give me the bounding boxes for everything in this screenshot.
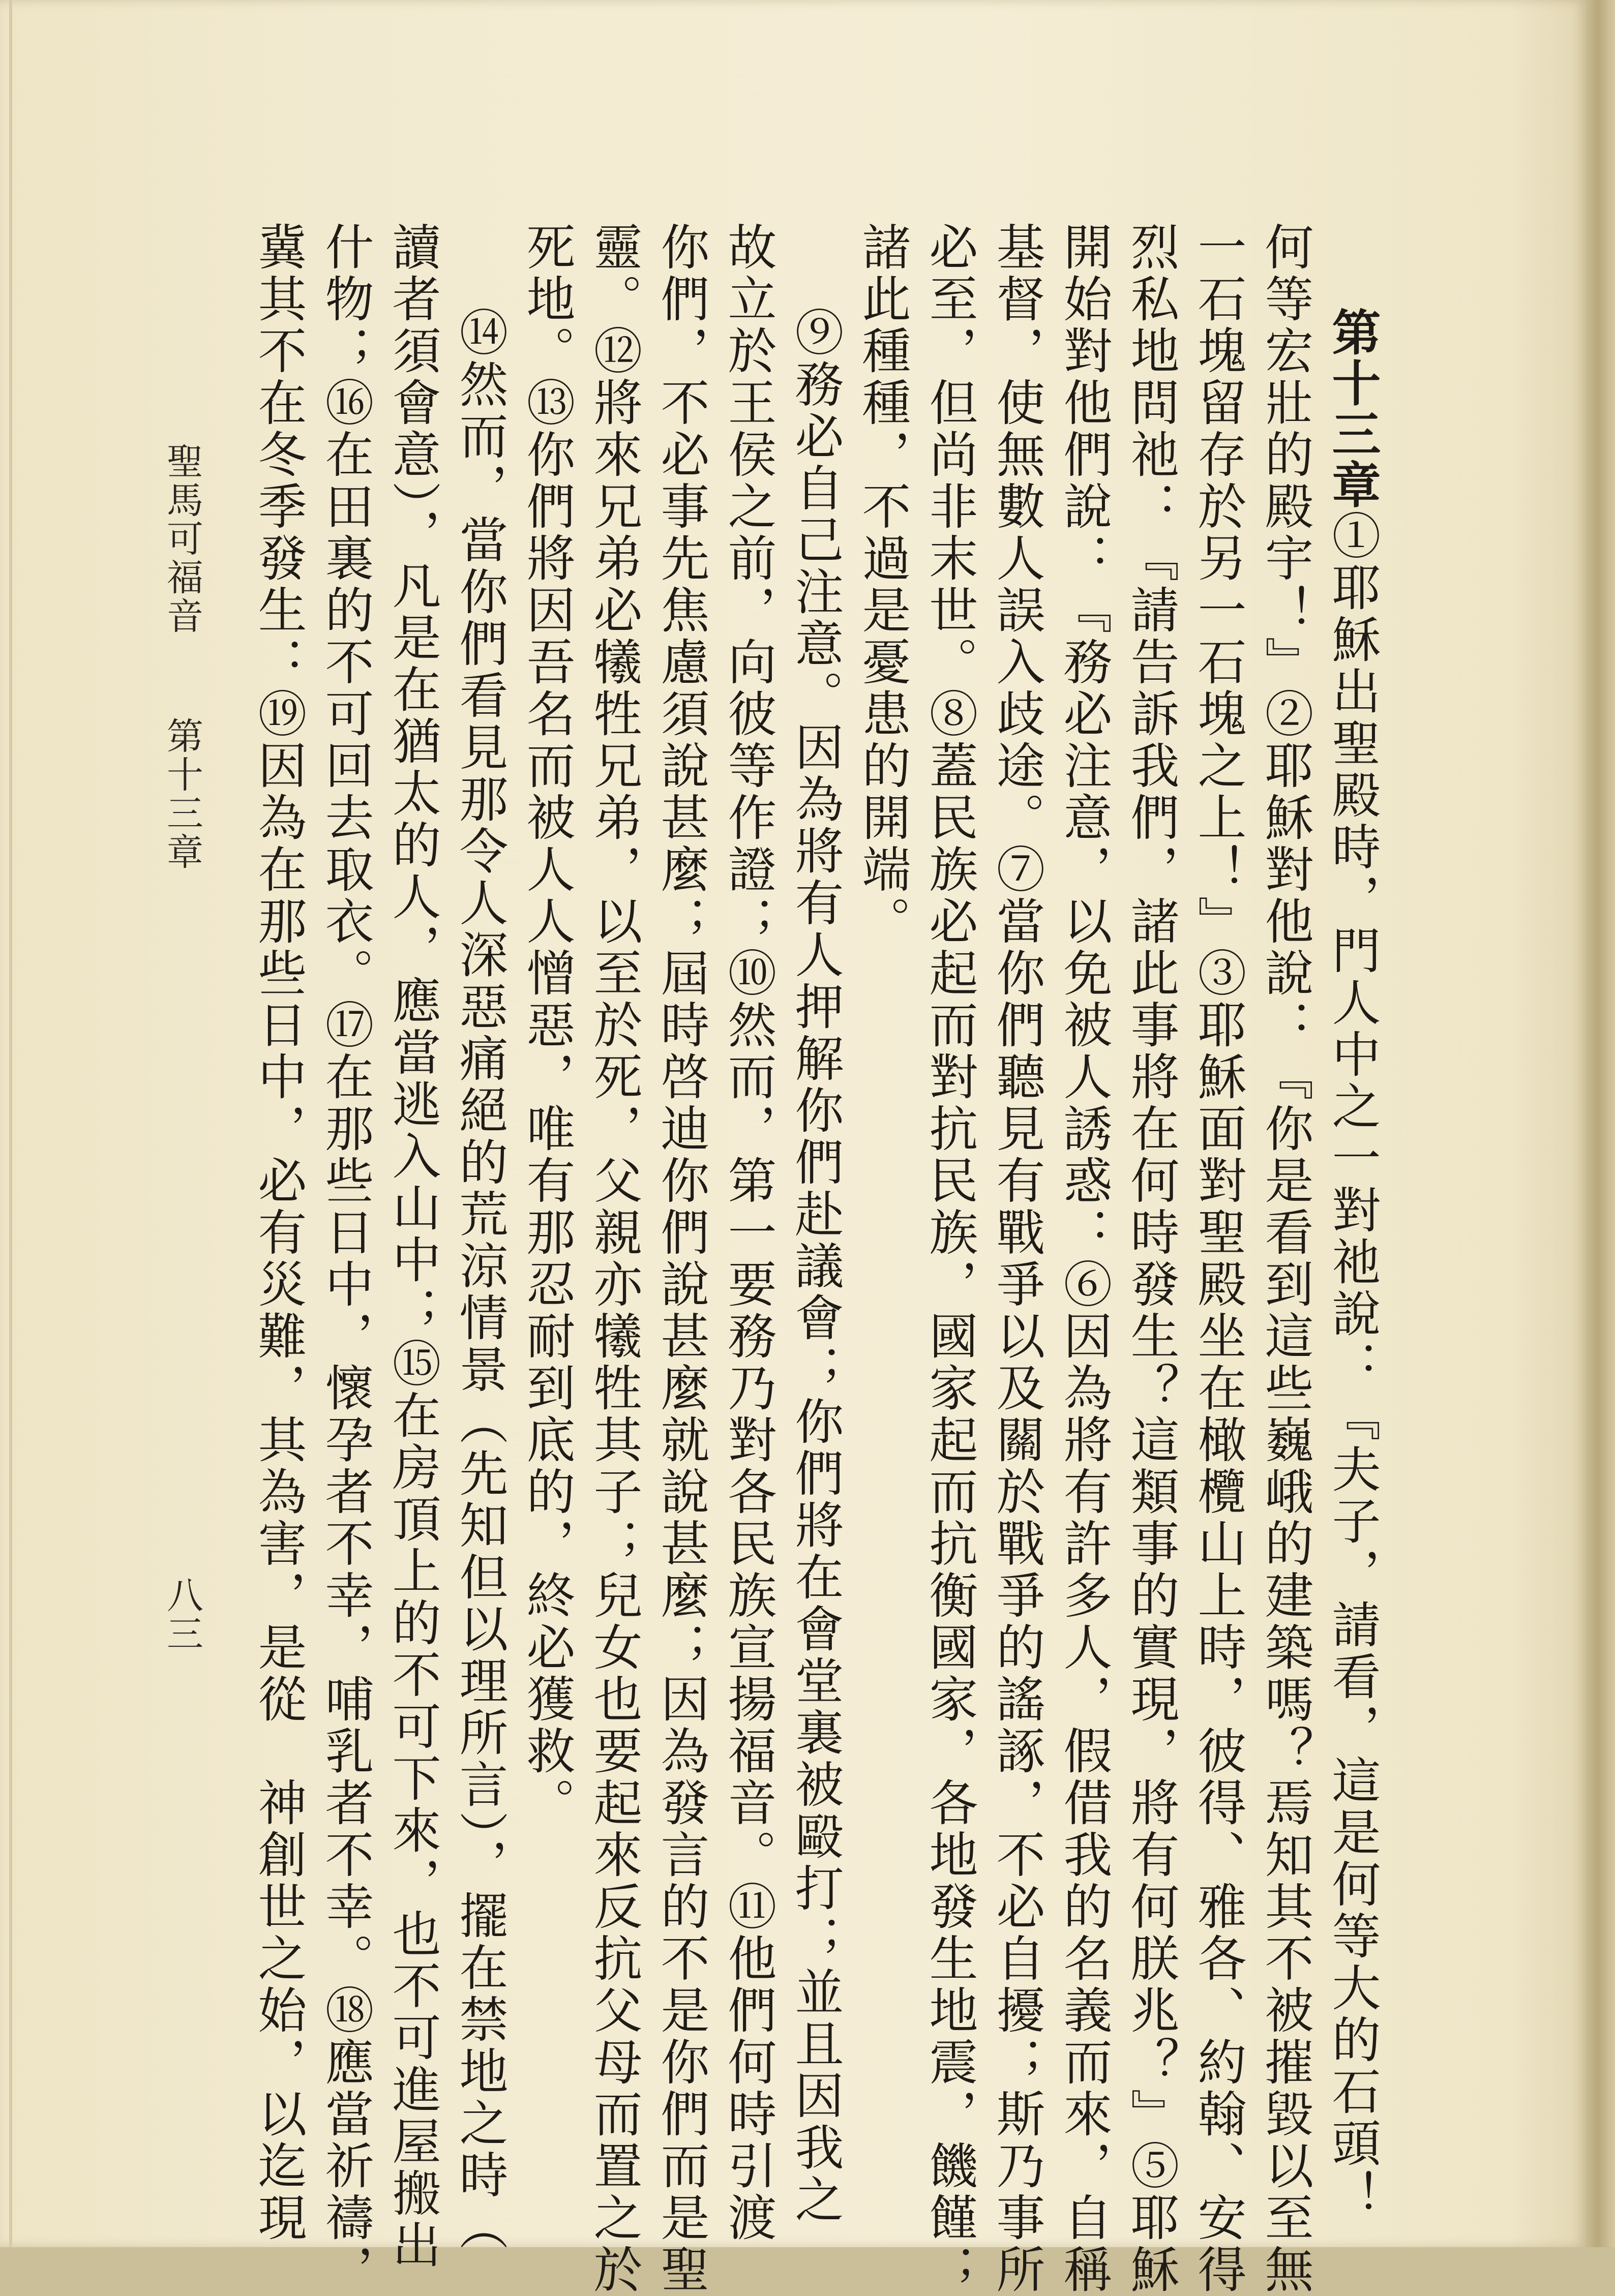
page-number: 八三 bbox=[161, 1576, 203, 1653]
footer-chapter: 第十三章 bbox=[161, 717, 203, 871]
text-column-8: 諸此種種，不過是憂患的開端。 bbox=[854, 222, 911, 948]
text-column-5: 開始對他們說：『務必注意，以免被人誘惑：⑥因為將有許多人，假借我的名義而來，自稱 bbox=[1056, 222, 1113, 2296]
text-column-10: 故立於王侯之前，向彼等作證；⑩然而，第一要務乃對各民族宣揚福音。⑪他們何時引渡 bbox=[720, 222, 777, 2244]
gutter-line bbox=[9, 0, 12, 2247]
text-column-6: 基督，使無數人誤入歧途。⑦當你們聽見有戰爭以及關於戰爭的謠諑，不必自擾；斯乃事所 bbox=[989, 222, 1045, 2296]
chapter-heading: 第十三章 bbox=[1324, 307, 1382, 510]
text-column-3: 一石塊留存於另一石塊之上！』③耶穌面對聖殿坐在橄欖山上時，彼得、雅各、約翰、安得 bbox=[1190, 222, 1247, 2296]
text-column-17: 冀其不在冬季發生：⑲因為在那些日中，必有災難，其為害，是從 神創世之始，以迄現 bbox=[250, 222, 307, 2244]
footer-book-title: 聖馬可福音 bbox=[161, 442, 203, 636]
text-column-13: 死地。⑬你們將因吾名而被人人憎惡，唯有那忍耐到底的，終必獲救。 bbox=[519, 222, 576, 1829]
column-text: ①耶穌出聖殿時，門人中之一對祂說：『夫子，請看，這是何等大的石頭！ bbox=[1324, 510, 1381, 2222]
text-column-11: 你們，不必事先焦慮須說甚麼；屆時啓迪你們說甚麼就說甚麼；因為發言的不是你們而是聖 bbox=[653, 222, 710, 2296]
text-column-4: 烈私地問祂：『請告訴我們，諸此事將在何時發生？這類事的實現，將有何朕兆？』⑤耶穌 bbox=[1123, 222, 1180, 2296]
text-column-2: 何等宏壯的殿宇！』②耶穌對他說：『你是看到這些巍峨的建築嗎？焉知其不被摧毀以至無 bbox=[1257, 222, 1314, 2296]
text-column-12: 靈。⑫將來兄弟必犧牲兄弟，以至於死，父親亦犧牲其子；兒女也要起來反抗父母而置之於 bbox=[586, 222, 643, 2296]
text-column-1 bbox=[1324, 307, 1382, 2222]
text-column-16: 什物；⑯在田裏的不可回去取衣。⑰在那些日中，懷孕者不幸，哺乳者不幸。⑱應當祈禱， bbox=[317, 222, 374, 2296]
text-column-9: ⑨務必自己注意。因為將有人押解你們赴議會；你們將在會堂裏被毆打；並且因我之 bbox=[787, 307, 844, 2226]
text-column-7: 必至，但尚非末世。⑧蓋民族必起而對抗民族，國家起而抗衡國家，各地發生地震，饑饉； bbox=[921, 222, 978, 2296]
page-edge bbox=[1587, 0, 1615, 2247]
text-column-15: 讀者須會意），凡是在猶太的人，應當逃入山中；⑮在房頂上的不可下來，也不可進屋搬出 bbox=[384, 222, 441, 2272]
text-column-14: ⑭然而，當你們看見那令人深惡痛絕的荒涼情景（先知但以理所言），擺在禁地之時（ bbox=[452, 307, 509, 2253]
